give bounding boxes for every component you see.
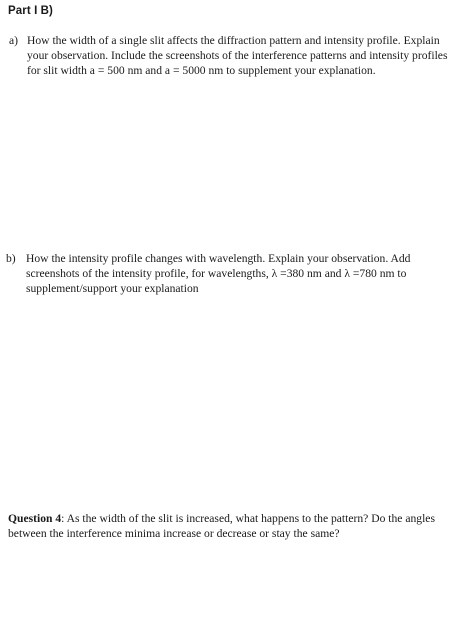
question-4-line [8,511,435,526]
question-b-line: screenshots of the intensity profile, for wavelengths, λ =380 nm and λ =780 nm to [26,267,407,280]
part-heading: Part I B) [8,5,53,17]
question-b-text [26,251,410,296]
question-a-line: How the width of a single slit affects the diffraction pattern and intensity profile. Explain [27,34,440,47]
question-a-line: for slit width a = 500 nm and a = 5000 nm to supplement your explanation. [27,64,376,77]
question-4-text: : As the width of the slit is increased, what happens to the pattern? Do the angles [61,512,435,525]
question-a [9,33,447,78]
question-b-line: supplement/support your explanation [26,282,199,295]
question-a-marker: a) [9,34,19,47]
question-4-label: Question 4 [8,512,62,525]
question-4-line: between the interference minima increase or decrease or stay the same? [8,527,340,540]
question-b-line: How the intensity profile changes with wavelength. Explain your observation. Add [26,252,411,265]
question-a-line: your observation. Include the screenshots of the interference patterns and intensity profiles [27,49,448,62]
question-b [6,251,410,296]
question-a-text [27,33,447,78]
question-b-marker: b) [6,252,16,265]
question-4 [8,511,435,541]
